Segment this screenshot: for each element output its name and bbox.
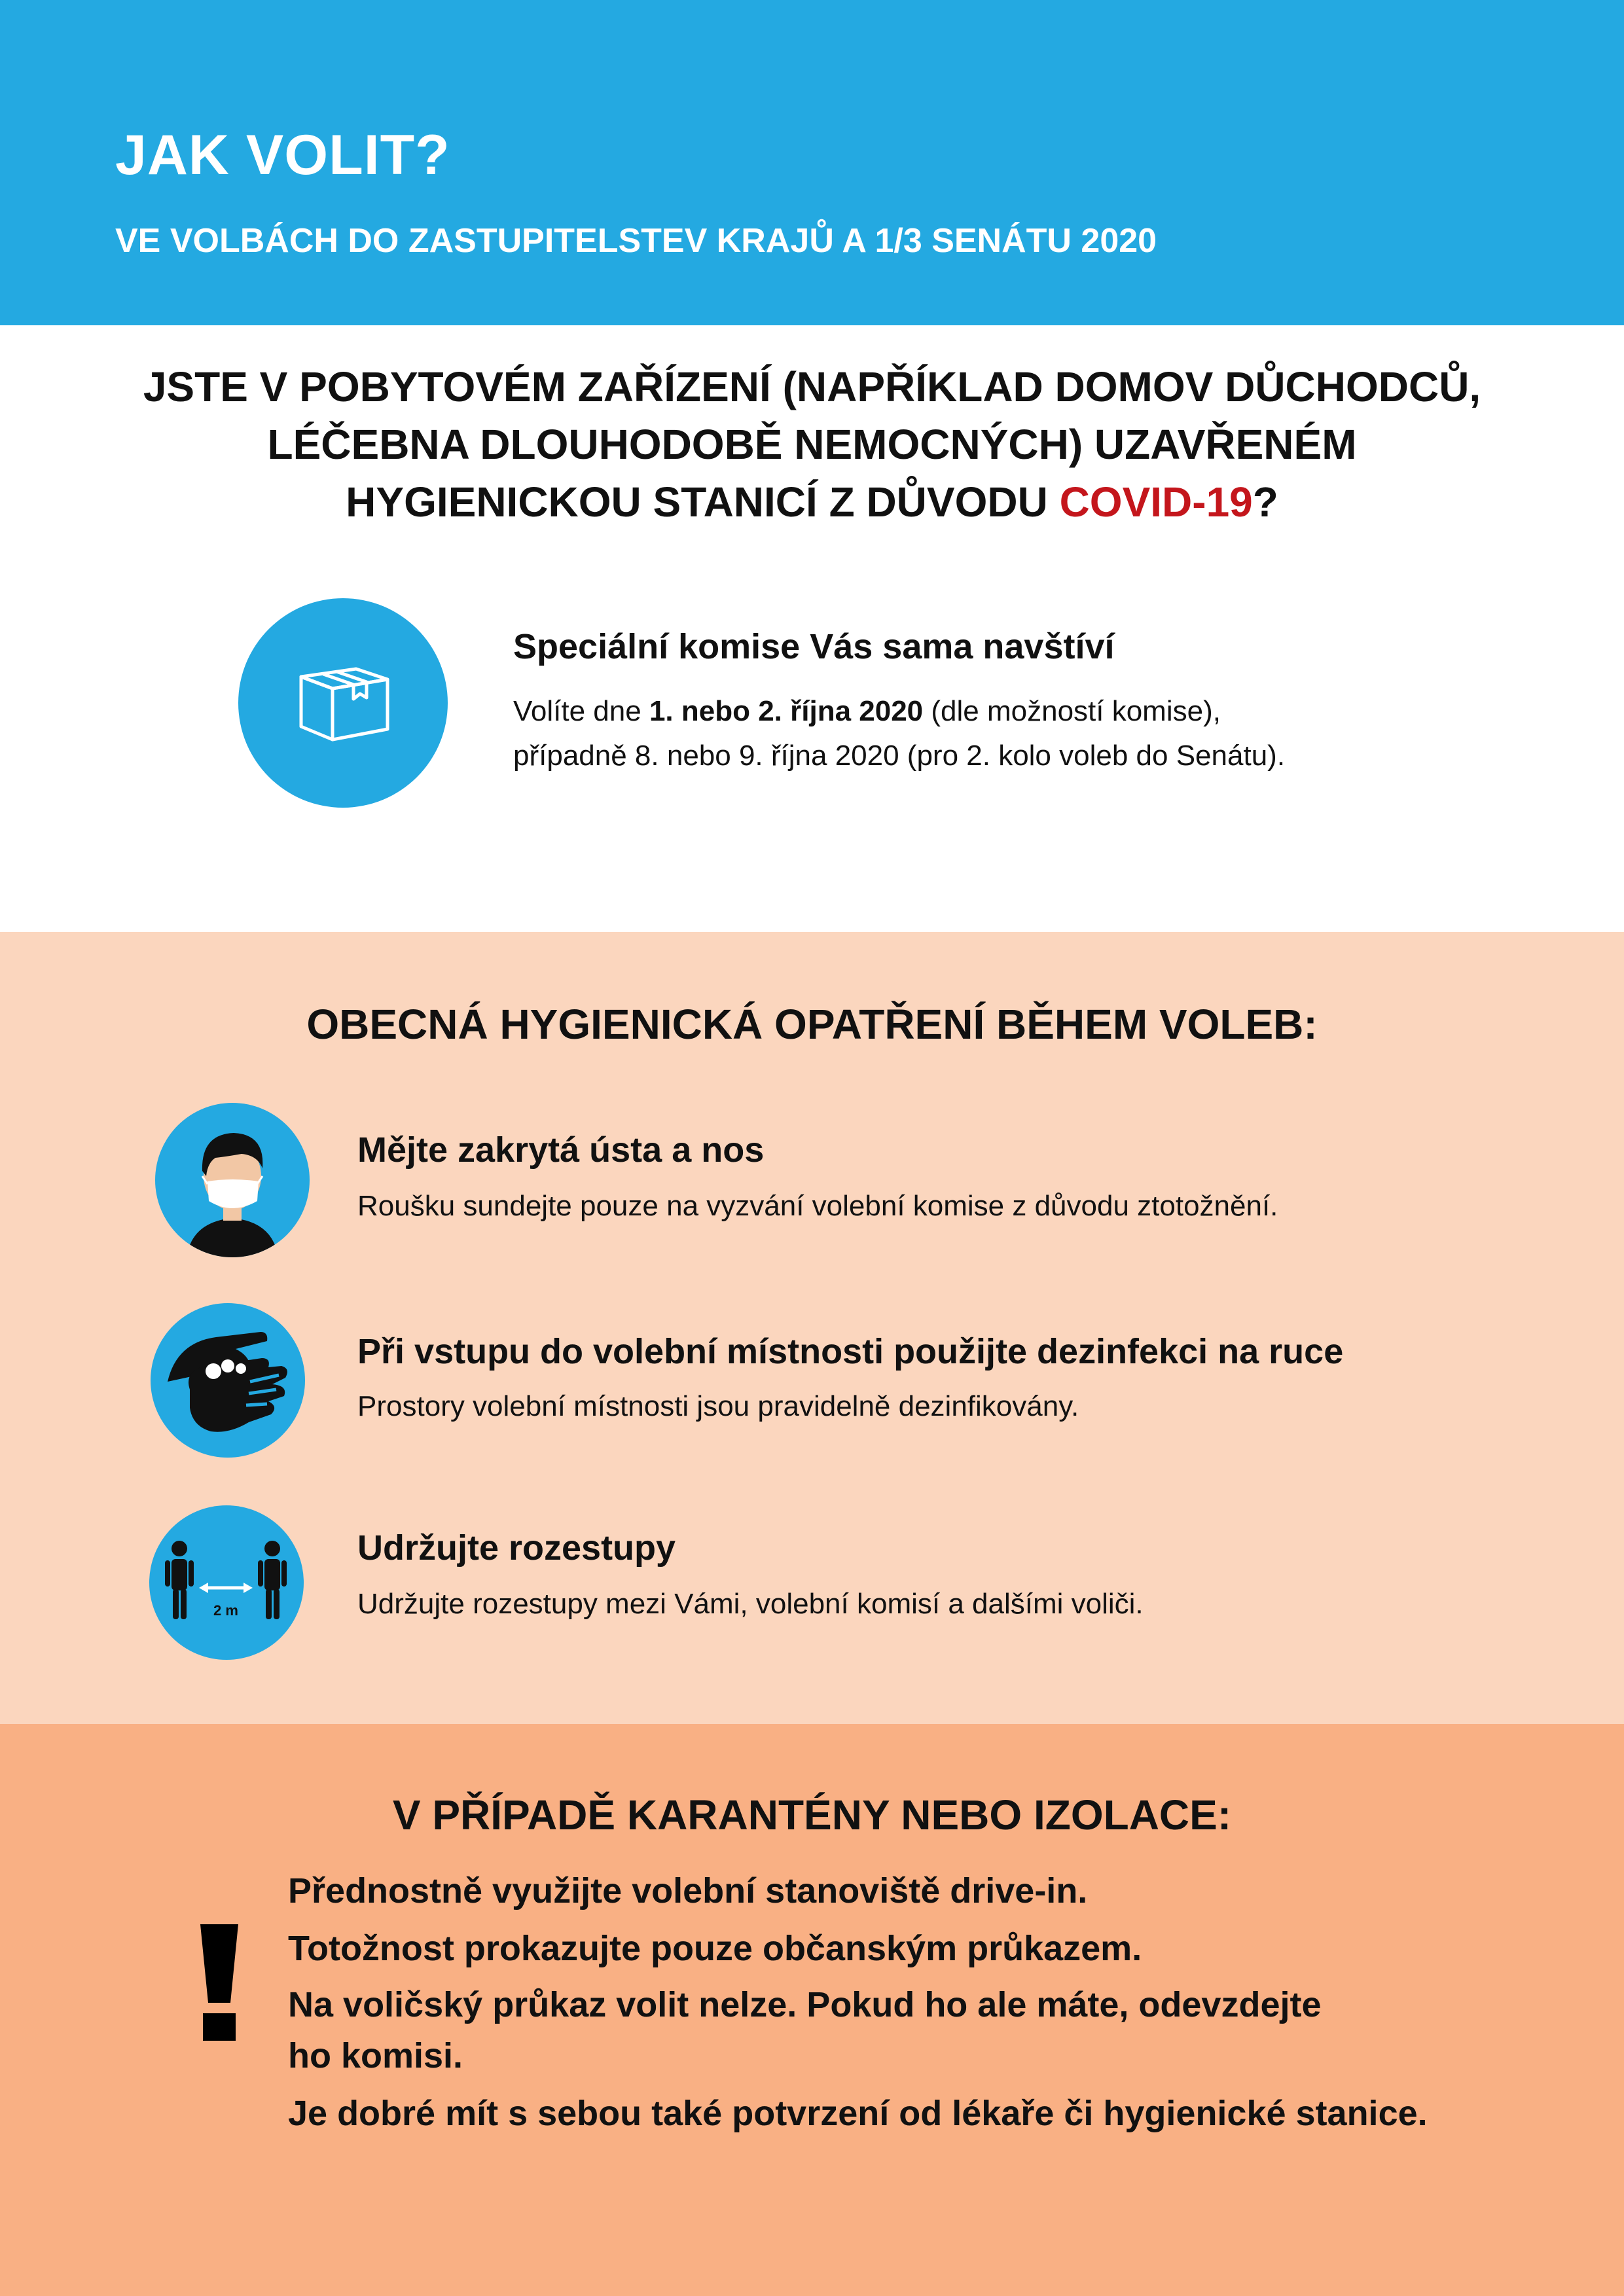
intro-question-line-3-start: HYGIENICKOU STANICÍ Z DŮVODU [346, 478, 1060, 526]
quarantine-line-1: Přednostně využijte volební stanoviště drive-in. [288, 1871, 1088, 1910]
visit-date-bold: 1. nebo 2. října 2020 [649, 695, 924, 727]
visit-text-prefix: Volíte dne [513, 695, 649, 727]
intro-section [0, 325, 1624, 932]
hand-sanitizer-icon-circle [151, 1303, 305, 1458]
hand-sanitizer-icon [151, 1303, 305, 1458]
intro-question-line-3-end: ? [1252, 478, 1278, 526]
intro-question-line-1: JSTE V POBYTOVÉM ZAŘÍZENÍ (NAPŘÍKLAD DOMOV DŮCHODCŮ, [143, 363, 1481, 410]
box-icon [238, 598, 448, 808]
covid-highlight: COVID-19 [1059, 478, 1253, 526]
quarantine-title: V PŘÍPADĚ KARANTÉNY NEBO IZOLACE: [392, 1791, 1232, 1839]
quarantine-line-2: Totožnost prokazujte pouze občanským průkazem. [288, 1929, 1142, 1968]
hygiene-title: OBECNÁ HYGIENICKÁ OPATŘENÍ BĚHEM VOLEB: [306, 1001, 1318, 1048]
exclamation-icon [196, 1924, 242, 2042]
social-distance-icon-circle [149, 1505, 304, 1660]
header-banner [0, 0, 1624, 325]
intro-question-line-2: LÉČEBNA DLOUHODOBĚ NEMOCNÝCH) UZAVŘENÉM [267, 421, 1357, 468]
visit-text [513, 689, 1285, 778]
quarantine-line-5: Je dobré mít s sebou také potvrzení od lékaře či hygienické stanice. [288, 2094, 1428, 2133]
visit-text-suffix: (dle možností komise), [923, 695, 1221, 727]
face-mask-icon [155, 1103, 310, 1257]
visit-title: Speciální komise Vás sama navštíví [513, 627, 1115, 666]
distance-label: 2 m [213, 1602, 238, 1619]
hygiene-item-3-title: Udržujte rozestupy [357, 1528, 676, 1568]
quarantine-line-3: Na voličský průkaz volit nelze. Pokud ho ale máte, odevzdejte [288, 1985, 1322, 2024]
quarantine-line-4: ho komisi. [288, 2036, 463, 2075]
face-mask-icon-circle [155, 1103, 310, 1257]
social-distance-icon [149, 1505, 304, 1660]
quarantine-section [0, 1724, 1624, 2296]
page-subtitle: VE VOLBÁCH DO ZASTUPITELSTEV KRAJŮ A 1/3 SENÁTU 2020 [115, 222, 1157, 260]
hygiene-item-2-title: Při vstupu do volební místnosti použijte dezinfekci na ruce [357, 1332, 1344, 1371]
hygiene-item-3-text: Udržujte rozestupy mezi Vámi, volební komisí a dalšími voliči. [357, 1588, 1144, 1620]
hygiene-item-1-text: Roušku sundejte pouze na vyzvání volební komise z důvodu ztotožnění. [357, 1190, 1278, 1222]
hygiene-item-2-text: Prostory volební místnosti jsou pravidelně dezinfikovány. [357, 1390, 1079, 1422]
visit-text-line-2: případně 8. nebo 9. října 2020 (pro 2. kolo voleb do Senátu). [513, 740, 1286, 772]
intro-question [0, 358, 1624, 531]
intro-question-line-3 [0, 473, 1624, 531]
hygiene-section [0, 932, 1624, 1724]
page-title: JAK VOLIT? [115, 124, 450, 187]
hygiene-item-1-title: Mějte zakrytá ústa a nos [357, 1130, 765, 1170]
box-icon-circle [238, 598, 448, 808]
